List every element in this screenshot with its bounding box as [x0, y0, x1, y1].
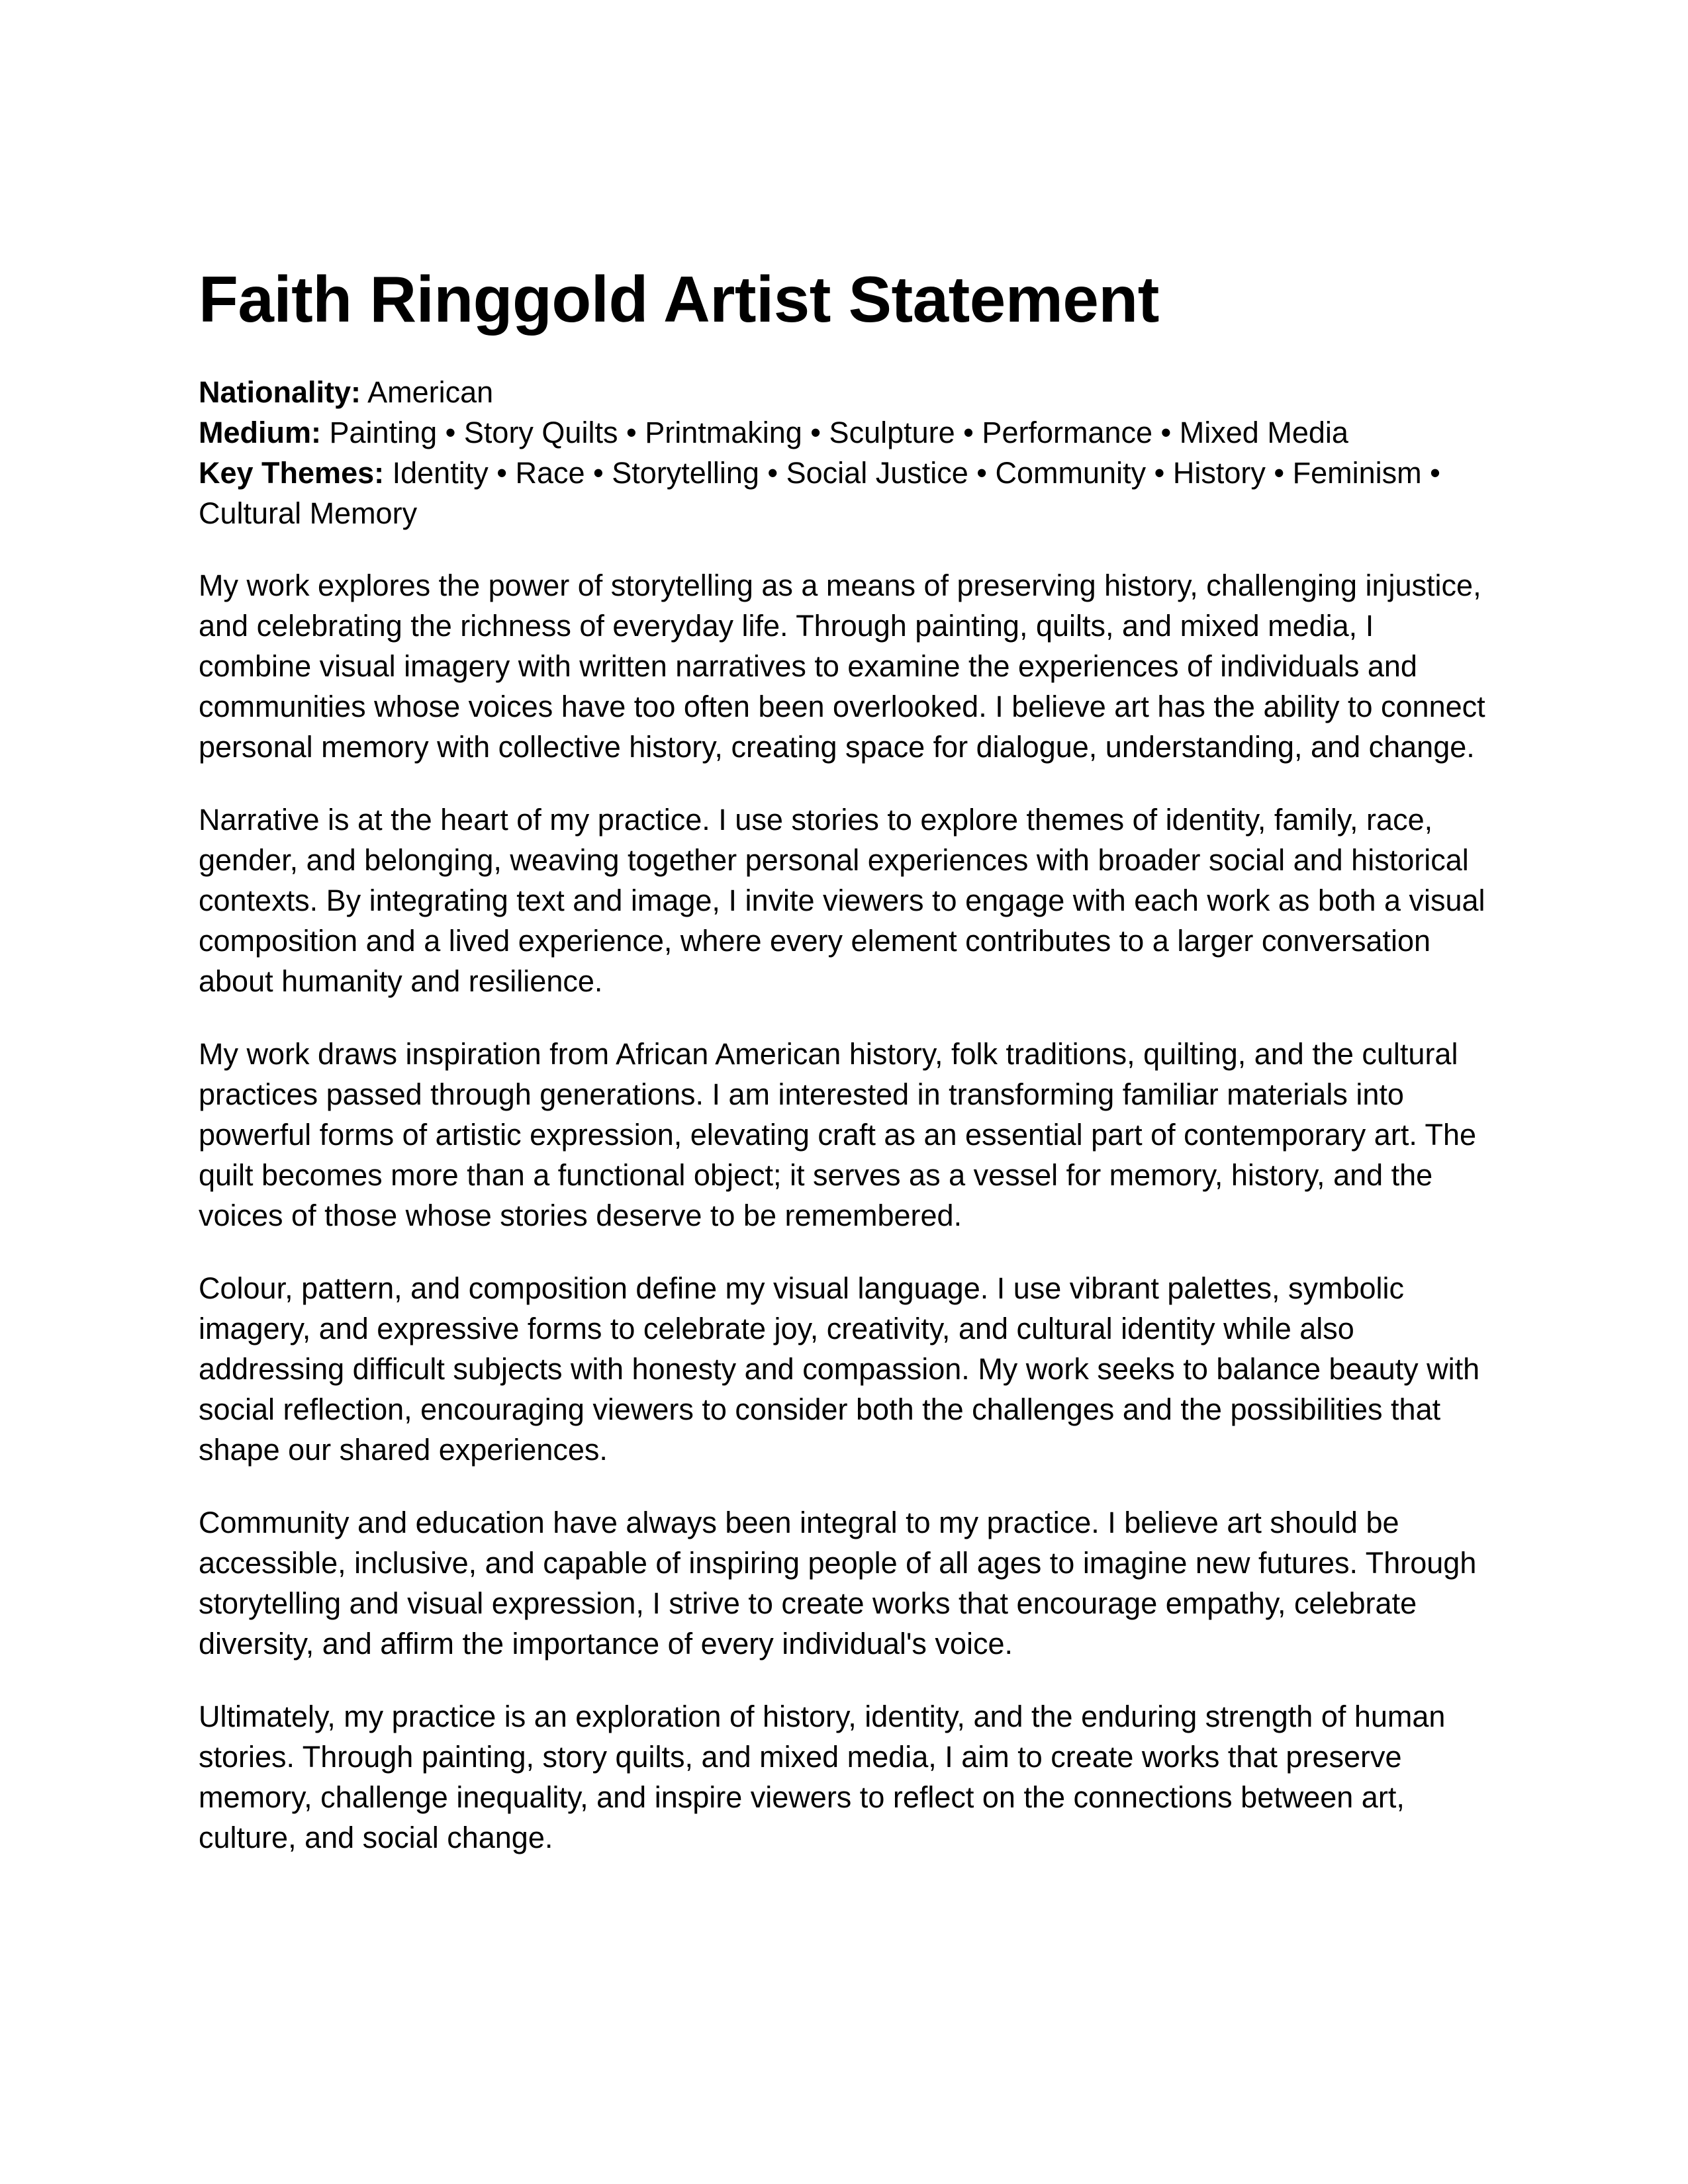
paragraph-community: Community and education have always been integral to my practice. I believe art should be accessible, inclusive, and capable of inspiring people of all ages to imagine new futures. Through storytelling and visual expression, I strive to create works that encourage empathy, celebrate diversity, and affirm the importance of every individual's voice.	[199, 1506, 1477, 1661]
document-title: Faith Ringgold Artist Statement	[199, 263, 1159, 336]
paragraph-storytelling: My work explores the power of storytelling as a means of preserving history, challenging injustice, and celebrating the richness of everyday life. Through painting, quilts, and mixed media, I combine visual imagery with written narratives to examine the experiences of individuals and communities whose voices have too often been overlooked. I believe art has the ability to connect personal memory with collective history, creating space for dialogue, understanding, and change.	[199, 569, 1485, 764]
medium-line	[199, 412, 1489, 453]
paragraph-narrative: Narrative is at the heart of my practice. I use stories to explore themes of identity, family, race, gender, and belonging, weaving together personal experiences with broader social and historical contexts. By integrating text and image, I invite viewers to engage with each work as both a visual composition and a lived experience, where every element contributes to a larger conversation about humanity and resilience.	[199, 803, 1485, 998]
document-page	[199, 259, 1489, 1890]
nationality-value: American	[367, 375, 494, 409]
medium-value: Painting • Story Quilts • Printmaking • Sculpture • Performance • Mixed Media	[329, 416, 1348, 449]
nationality-line	[199, 372, 1489, 412]
medium-label: Medium:	[199, 416, 321, 449]
key-themes-label: Key Themes:	[199, 456, 385, 490]
nationality-label: Nationality:	[199, 375, 361, 409]
paragraph-conclusion: Ultimately, my practice is an exploration of history, identity, and the enduring strength of human stories. Through painting, story quilts, and mixed media, I aim to create works that preserve memory, challenge inequality, and inspire viewers to reflect on the connections between art, culture, and social change.	[199, 1700, 1446, 1854]
paragraph-inspiration: My work draws inspiration from African American history, folk traditions, quilting, and the cultural practices passed through generations. I am interested in transforming familiar materials into powerful forms of artistic expression, elevating craft as an essential part of contemporary art. The quilt becomes more than a functional object; it serves as a vessel for memory, history, and the voices of those whose stories deserve to be remembered.	[199, 1037, 1477, 1232]
artist-metadata	[199, 372, 1489, 533]
paragraph-visual-language: Colour, pattern, and composition define my visual language. I use vibrant palettes, symbolic imagery, and expressive forms to celebrate joy, creativity, and cultural identity while also addressing difficult subjects with honesty and compassion. My work seeks to balance beauty with social reflection, encouraging viewers to consider both the challenges and the possibilities that shape our shared experiences.	[199, 1271, 1480, 1467]
key-themes-value: Identity • Race • Storytelling • Social Justice • Community • History • Feminism • Cultural Memory	[199, 456, 1440, 530]
key-themes-line	[199, 453, 1489, 533]
